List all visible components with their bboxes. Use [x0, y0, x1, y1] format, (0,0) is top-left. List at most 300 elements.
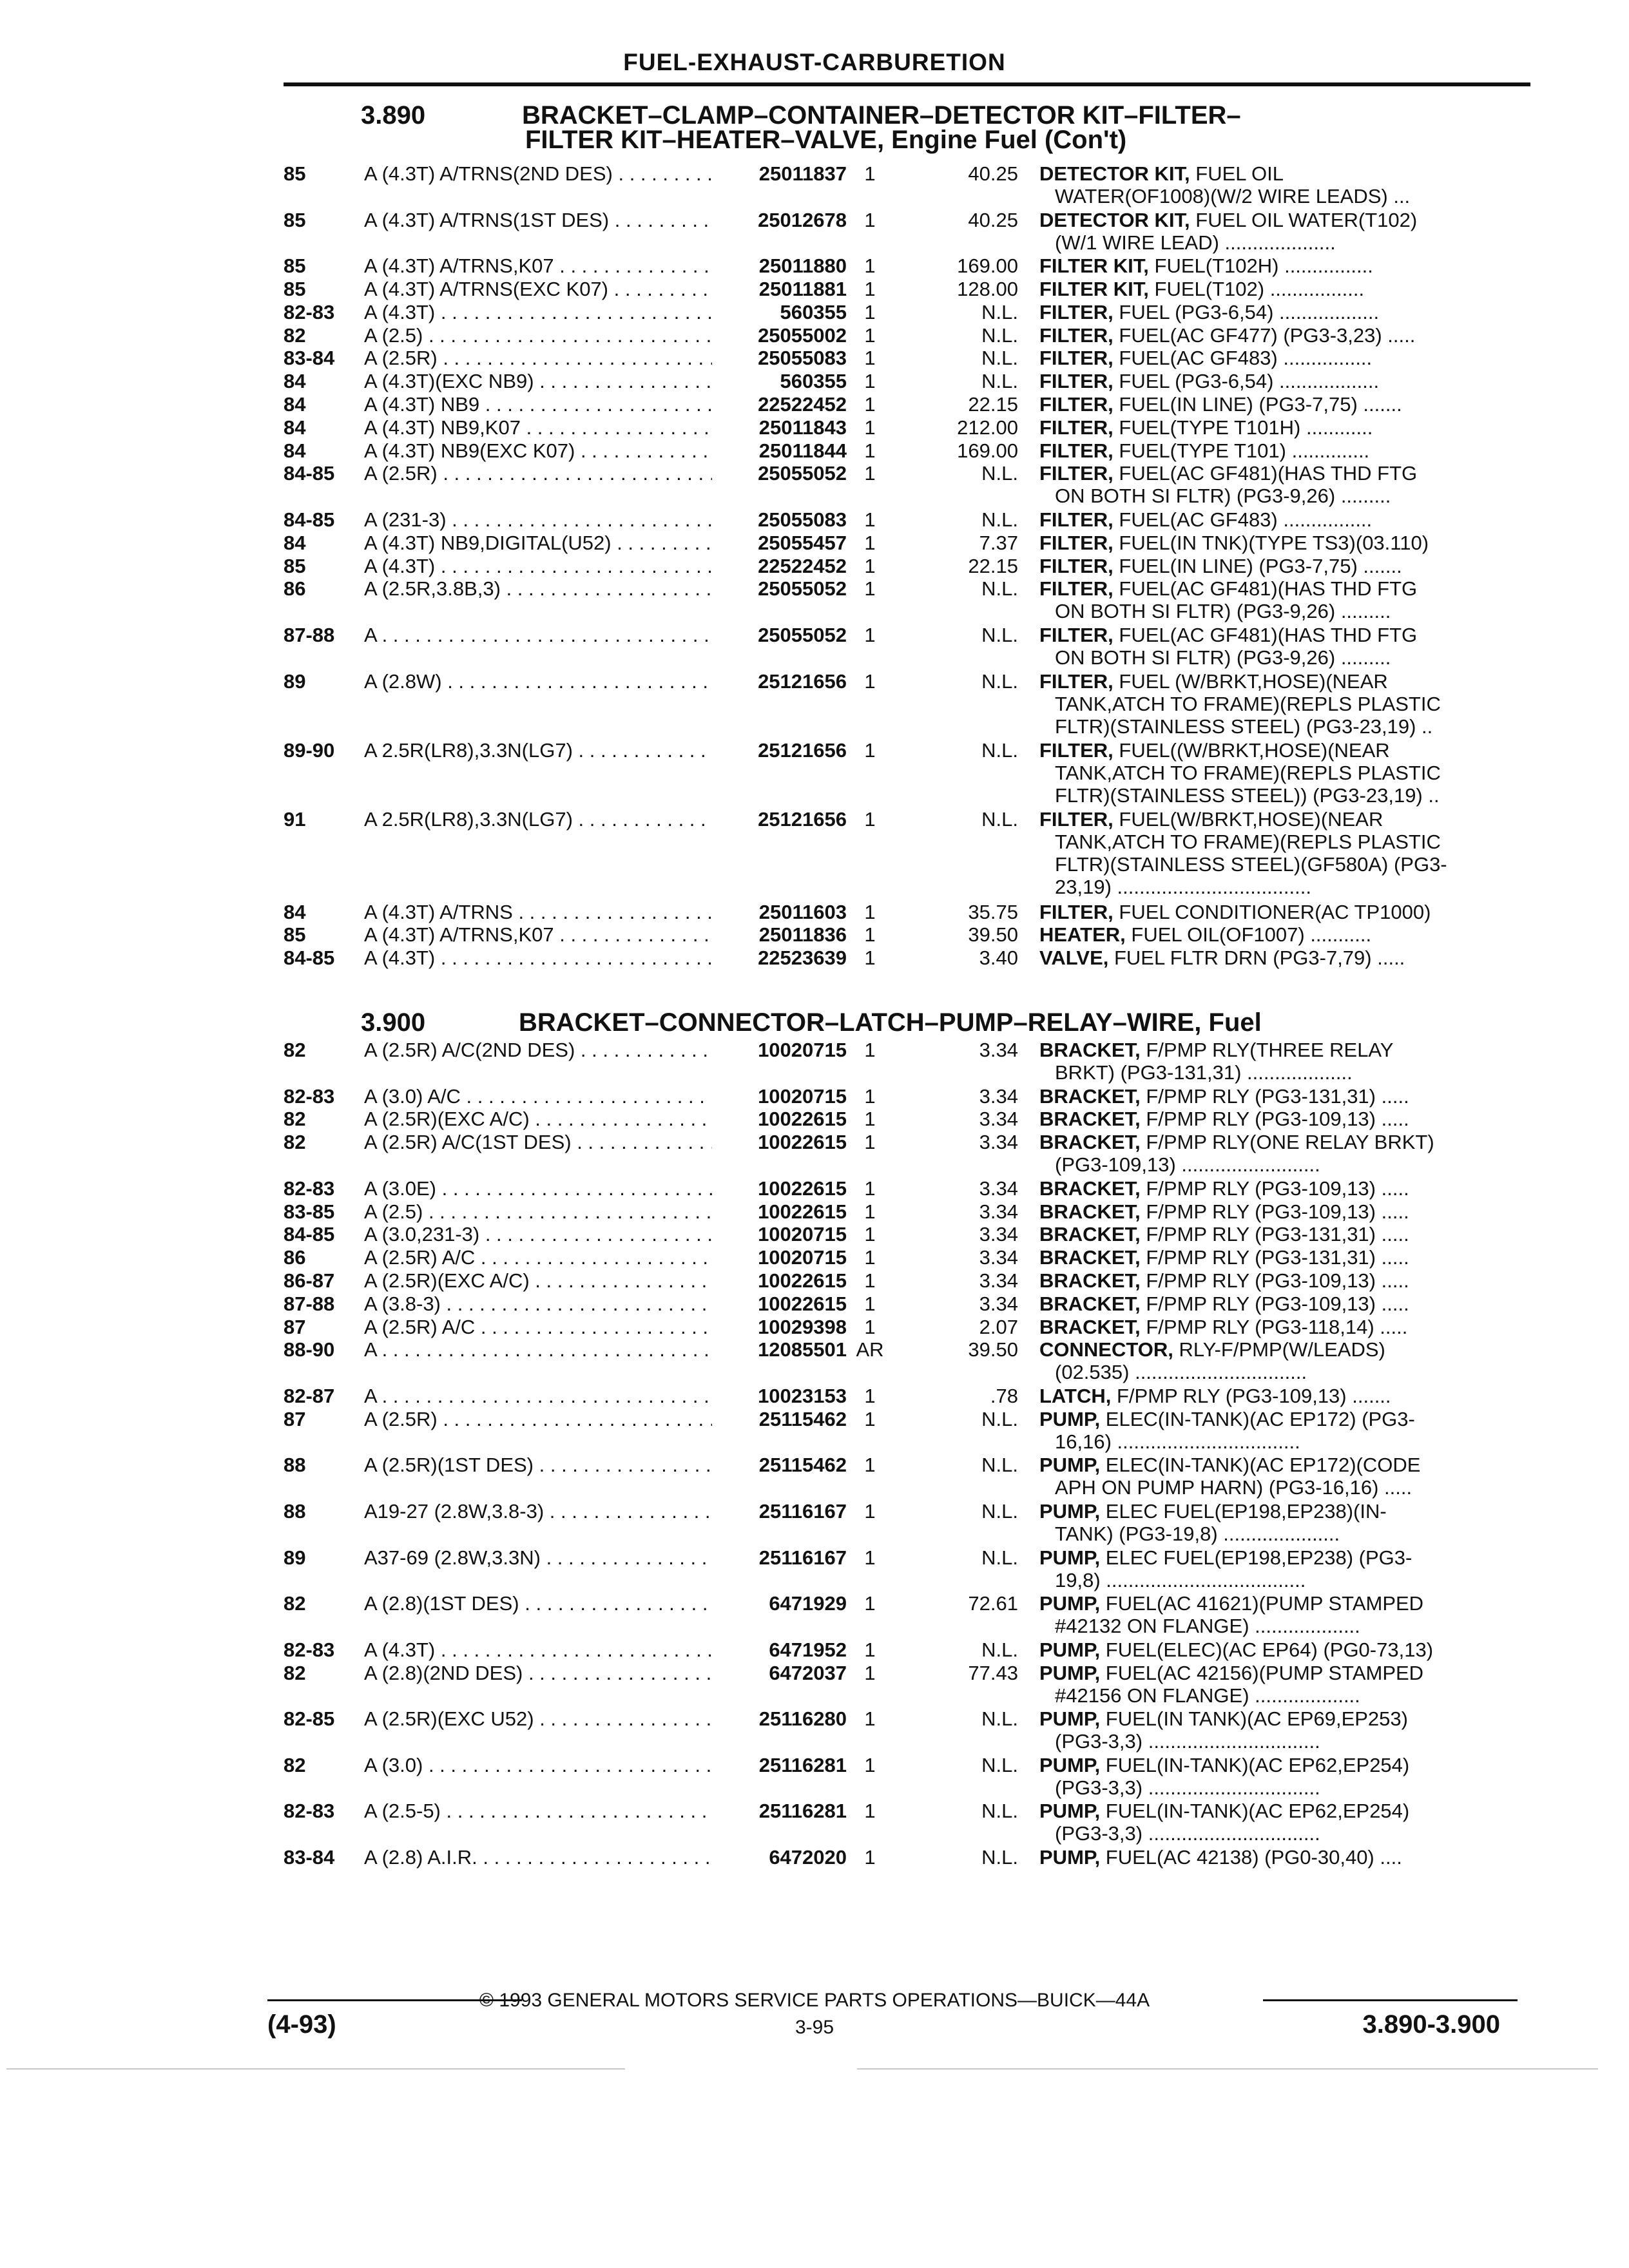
- quantity: 1: [864, 1546, 876, 1569]
- part-detail: FUEL(T102) .................: [1148, 278, 1365, 300]
- model-year: 84-85: [284, 947, 335, 970]
- description-continuation: #42156 ON FLANGE) ...................: [1055, 1684, 1360, 1707]
- description-line: [1039, 255, 1513, 277]
- price: 3.34: [979, 1131, 1018, 1154]
- part-number: 25011880: [714, 255, 847, 277]
- application: A (3.0) A/C . . .: [364, 1085, 712, 1108]
- part-name: PUMP,: [1039, 1454, 1101, 1477]
- part-number: 25011603: [714, 901, 847, 923]
- description: [1039, 1707, 1513, 1753]
- description-continuation: FLTR)(STAINLESS STEEL) (PG3-23,19) ..: [1055, 715, 1433, 738]
- part-name: BRACKET,: [1039, 1315, 1141, 1338]
- description-line: [1039, 739, 1513, 762]
- price: N.L.: [981, 624, 1018, 646]
- model-year: 89-90: [284, 739, 335, 762]
- part-detail: FUEL(IN TANK)(AC EP69,EP253): [1100, 1707, 1408, 1731]
- part-name: PUMP,: [1039, 1661, 1101, 1684]
- part-detail: FUEL OIL(OF1007) ...........: [1125, 923, 1372, 947]
- part-detail: FUEL(AC GF481)(HAS THD FTG: [1113, 577, 1418, 601]
- price: 3.40: [979, 947, 1018, 970]
- price: 3.34: [979, 1223, 1018, 1246]
- description: [1039, 1085, 1513, 1108]
- part-number: 25115462: [714, 1454, 847, 1476]
- part-number: 10029398: [714, 1316, 847, 1338]
- application: A (3.0,231-3) . . .: [364, 1223, 712, 1245]
- quantity: 1: [864, 1223, 876, 1246]
- description-continuation: ON BOTH SI FLTR) (PG3-9,26) .........: [1055, 646, 1391, 669]
- part-number: 10022615: [714, 1269, 847, 1292]
- model-year: 87: [284, 1315, 306, 1338]
- part-name: FILTER,: [1039, 624, 1113, 646]
- quantity: 1: [864, 669, 876, 693]
- price: 40.25: [968, 208, 1018, 231]
- model-year: 82-83: [284, 300, 335, 323]
- description-line: [1039, 462, 1513, 485]
- part-name: FILTER,: [1039, 669, 1113, 693]
- price: 35.75: [968, 900, 1018, 923]
- quantity: 1: [864, 1592, 876, 1615]
- quantity: 1: [864, 1200, 876, 1223]
- part-name: FILTER,: [1039, 347, 1113, 370]
- model-year: 84: [284, 531, 306, 554]
- part-number: 25055083: [714, 508, 847, 531]
- part-name: BRACKET,: [1039, 1131, 1141, 1154]
- model-year: 84: [284, 439, 306, 462]
- application: A (3.8-3) . . .: [364, 1293, 712, 1315]
- part-name: BRACKET,: [1039, 1108, 1141, 1131]
- part-name: PUMP,: [1039, 1546, 1101, 1569]
- model-year: 85: [284, 554, 306, 577]
- application: A (2.5R,3.8B,3) . . .: [364, 577, 712, 600]
- footer-copyright: © 1993 GENERAL MOTORS SERVICE PARTS OPERATIONS—BUICK—44A: [479, 1990, 1150, 2011]
- application: A (4.3T) A/TRNS,K07 . . .: [364, 255, 712, 277]
- application: A (2.5R) A/C(2ND DES) . . .: [364, 1039, 712, 1061]
- price: N.L.: [981, 323, 1018, 347]
- price: N.L.: [981, 669, 1018, 693]
- part-number: 25115462: [714, 1408, 847, 1430]
- quantity: 1: [864, 278, 876, 300]
- price: 39.50: [968, 923, 1018, 947]
- price: 3.34: [979, 1200, 1018, 1223]
- quantity: 1: [864, 162, 876, 185]
- part-name: FILTER,: [1039, 416, 1113, 439]
- quantity: 1: [864, 1753, 876, 1776]
- description-continuation: BRKT) (PG3-131,31) ...................: [1055, 1061, 1353, 1084]
- quantity: 1: [864, 1500, 876, 1523]
- description-line: [1039, 1592, 1513, 1615]
- part-name: BRACKET,: [1039, 1039, 1141, 1061]
- model-year: 82: [284, 1661, 306, 1684]
- quantity: 1: [864, 508, 876, 531]
- model-year: 91: [284, 808, 306, 831]
- description-line: [1039, 278, 1513, 300]
- part-name: FILTER,: [1039, 531, 1113, 554]
- application: A (2.5R) . . .: [364, 462, 712, 485]
- application: A (2.5R) . . .: [364, 1408, 712, 1430]
- description-continuation: APH ON PUMP HARN) (PG3-16,16) .....: [1055, 1476, 1412, 1499]
- description-line: [1039, 1293, 1513, 1315]
- part-detail: F/PMP RLY (PG3-109,13) .....: [1140, 1200, 1409, 1223]
- description-line: [1039, 901, 1513, 923]
- price: N.L.: [981, 1753, 1018, 1776]
- application: A (2.8)(1ST DES) . . .: [364, 1592, 712, 1615]
- part-name: FILTER,: [1039, 577, 1113, 601]
- description: [1039, 439, 1513, 462]
- description: [1039, 947, 1513, 969]
- description: [1039, 162, 1513, 207]
- price: N.L.: [981, 808, 1018, 831]
- quantity: 1: [864, 1269, 876, 1292]
- scan-artifact: [6, 2068, 625, 2070]
- price: 72.61: [968, 1592, 1018, 1615]
- description-line: [1039, 301, 1513, 323]
- part-detail: F/PMP RLY (PG3-131,31) .....: [1140, 1223, 1409, 1246]
- part-number: 12085501: [714, 1338, 847, 1361]
- part-detail: F/PMP RLY (PG3-131,31) .....: [1140, 1084, 1409, 1108]
- price: 39.50: [968, 1338, 1018, 1361]
- quantity: 1: [864, 1846, 876, 1869]
- part-detail: FUEL(AC GF477) (PG3-3,23) .....: [1113, 323, 1416, 347]
- part-detail: FUEL(IN LINE) (PG3-7,75) .......: [1113, 393, 1402, 416]
- quantity: 1: [864, 808, 876, 831]
- description-line: [1039, 1408, 1513, 1430]
- description-continuation: TANK,ATCH TO FRAME)(REPLS PLASTIC: [1055, 762, 1441, 784]
- application: A (2.5) . . .: [364, 1200, 712, 1223]
- description-line: [1039, 577, 1513, 600]
- description-line: [1039, 1177, 1513, 1200]
- description: [1039, 1454, 1513, 1499]
- description-line: [1039, 370, 1513, 392]
- description: [1039, 555, 1513, 577]
- part-number: 22522452: [714, 555, 847, 577]
- model-year: 82: [284, 1753, 306, 1776]
- part-number: 6472020: [714, 1846, 847, 1869]
- part-name: PUMP,: [1039, 1800, 1101, 1823]
- model-year: 83-84: [284, 347, 335, 370]
- price: N.L.: [981, 508, 1018, 531]
- description: [1039, 1200, 1513, 1223]
- part-name: PUMP,: [1039, 1592, 1101, 1615]
- description: [1039, 1039, 1513, 1084]
- model-year: 89: [284, 669, 306, 693]
- price: 22.15: [968, 393, 1018, 416]
- description: [1039, 1408, 1513, 1453]
- description: [1039, 1131, 1513, 1176]
- model-year: 85: [284, 278, 306, 300]
- price: N.L.: [981, 1638, 1018, 1661]
- description-line: [1039, 508, 1513, 531]
- quantity: 1: [864, 323, 876, 347]
- quantity: 1: [864, 1385, 876, 1407]
- application: A (2.5) . . .: [364, 324, 712, 347]
- page-title: FUEL-EXHAUST-CARBURETION: [623, 49, 1006, 75]
- description-continuation: 16,16) .................................: [1055, 1430, 1300, 1453]
- model-year: 87: [284, 1407, 306, 1430]
- description-continuation: (PG3-109,13) .........................: [1055, 1153, 1320, 1177]
- part-number: 10020715: [714, 1085, 847, 1108]
- application: A (2.5R)(EXC A/C) . . .: [364, 1269, 712, 1292]
- application: A (2.5R) A/C . . .: [364, 1316, 712, 1338]
- part-number: 10022615: [714, 1293, 847, 1315]
- price: N.L.: [981, 739, 1018, 762]
- quantity: 1: [864, 416, 876, 439]
- scan-artifact: [857, 2068, 1598, 2070]
- quantity: 1: [864, 370, 876, 393]
- part-number: 6471929: [714, 1592, 847, 1615]
- description-continuation: (PG3-3,3) ...............................: [1055, 1776, 1320, 1799]
- part-number: 10022615: [714, 1131, 847, 1153]
- model-year: 82: [284, 323, 306, 347]
- part-number: 25116167: [714, 1500, 847, 1523]
- price: 22.15: [968, 554, 1018, 577]
- part-number: 25011844: [714, 439, 847, 462]
- part-number: 560355: [714, 370, 847, 392]
- part-name: LATCH,: [1039, 1385, 1112, 1407]
- part-detail: FUEL(IN-TANK)(AC EP62,EP254): [1100, 1800, 1410, 1823]
- description-line: [1039, 1200, 1513, 1223]
- part-number: 6472037: [714, 1662, 847, 1684]
- part-detail: FUEL(IN LINE) (PG3-7,75) .......: [1113, 554, 1402, 577]
- application: A (4.3T) A/TRNS,K07 . . .: [364, 923, 712, 946]
- description-line: [1039, 209, 1513, 231]
- description: [1039, 1500, 1513, 1545]
- part-name: PUMP,: [1039, 1753, 1101, 1776]
- price: 2.07: [979, 1315, 1018, 1338]
- description-line: [1039, 1085, 1513, 1108]
- application: A . . .: [364, 1338, 712, 1361]
- description-line: [1039, 162, 1513, 185]
- description: [1039, 324, 1513, 347]
- description-line: [1039, 1269, 1513, 1292]
- part-name: FILTER,: [1039, 300, 1113, 323]
- part-detail: FUEL OIL WATER(T102): [1190, 208, 1418, 231]
- title-rule: [284, 82, 1530, 86]
- application: A 2.5R(LR8),3.3N(LG7) . . .: [364, 739, 712, 762]
- description-line: [1039, 1800, 1513, 1822]
- description: [1039, 1385, 1513, 1407]
- description-continuation: (PG3-3,3) ...............................: [1055, 1730, 1320, 1753]
- part-detail: RLY-F/PMP(W/LEADS): [1173, 1338, 1385, 1361]
- description-line: [1039, 1846, 1513, 1869]
- part-detail: F/PMP RLY (PG3-131,31) .....: [1140, 1246, 1409, 1269]
- part-number: 25011881: [714, 278, 847, 300]
- section-number: 3.900: [361, 1008, 426, 1037]
- model-year: 86: [284, 577, 306, 601]
- description-line: [1039, 1246, 1513, 1269]
- part-name: PUMP,: [1039, 1846, 1101, 1869]
- price: 212.00: [957, 416, 1018, 439]
- description-line: [1039, 947, 1513, 969]
- model-year: 84-85: [284, 462, 335, 485]
- price: N.L.: [981, 1707, 1018, 1731]
- description: [1039, 1754, 1513, 1799]
- part-detail: F/PMP RLY (PG3-118,14) .....: [1140, 1315, 1408, 1338]
- part-number: 10020715: [714, 1039, 847, 1061]
- quantity: 1: [864, 439, 876, 462]
- part-detail: FUEL((W/BRKT,HOSE)(NEAR: [1113, 739, 1390, 762]
- part-name: PUMP,: [1039, 1707, 1101, 1731]
- description-continuation: TANK) (PG3-19,8) .....................: [1055, 1523, 1340, 1545]
- application: A . . .: [364, 1385, 712, 1407]
- application: A (3.0E) . . .: [364, 1177, 712, 1200]
- description-continuation: FLTR)(STAINLESS STEEL)) (PG3-23,19) ..: [1055, 784, 1440, 807]
- description-continuation: (W/1 WIRE LEAD) ....................: [1055, 231, 1336, 254]
- price: 77.43: [968, 1661, 1018, 1684]
- price: 3.34: [979, 1177, 1018, 1200]
- part-name: FILTER,: [1039, 900, 1113, 923]
- model-year: 82-85: [284, 1707, 335, 1731]
- description: [1039, 1108, 1513, 1130]
- part-number: 25012678: [714, 209, 847, 231]
- description-line: [1039, 1131, 1513, 1153]
- description-line: [1039, 324, 1513, 347]
- part-detail: FUEL(TYPE T101H) ............: [1113, 416, 1373, 439]
- part-name: DETECTOR KIT,: [1039, 162, 1190, 185]
- quantity: 1: [864, 1246, 876, 1269]
- description-line: [1039, 1316, 1513, 1338]
- quantity: 1: [864, 1108, 876, 1131]
- model-year: 82-87: [284, 1385, 335, 1407]
- application: A (2.5R) . . .: [364, 347, 712, 369]
- quantity: 1: [864, 923, 876, 947]
- model-year: 82-83: [284, 1638, 335, 1661]
- application: A (2.8)(2ND DES) . . .: [364, 1662, 712, 1684]
- quantity: 1: [864, 462, 876, 485]
- part-number: 10020715: [714, 1223, 847, 1245]
- quantity: 1: [864, 1454, 876, 1477]
- price: 3.34: [979, 1084, 1018, 1108]
- price: 169.00: [957, 439, 1018, 462]
- description-line: [1039, 808, 1513, 831]
- price: 7.37: [979, 531, 1018, 554]
- section-number: 3.890: [361, 101, 426, 130]
- quantity: 1: [864, 1407, 876, 1430]
- model-year: 84: [284, 900, 306, 923]
- part-detail: FUEL(IN-TANK)(AC EP62,EP254): [1100, 1753, 1410, 1776]
- quantity: 1: [864, 1315, 876, 1338]
- part-name: FILTER,: [1039, 508, 1113, 531]
- part-detail: FUEL(AC 42138) (PG0-30,40) ....: [1100, 1846, 1402, 1869]
- price: 3.34: [979, 1246, 1018, 1269]
- application: A (2.8W) . . .: [364, 670, 712, 693]
- part-detail: F/PMP RLY(ONE RELAY BRKT): [1140, 1131, 1434, 1154]
- part-name: FILTER,: [1039, 393, 1113, 416]
- part-number: 25116280: [714, 1707, 847, 1730]
- description-continuation: #42132 ON FLANGE) ...................: [1055, 1615, 1360, 1638]
- description: [1039, 209, 1513, 254]
- quantity: 1: [864, 393, 876, 416]
- model-year: 84-85: [284, 508, 335, 531]
- model-year: 82: [284, 1131, 306, 1154]
- application: A (4.3T) NB9 . . .: [364, 393, 712, 416]
- part-detail: ELEC(IN-TANK)(AC EP172)(CODE: [1100, 1454, 1421, 1477]
- price: 3.34: [979, 1269, 1018, 1292]
- description: [1039, 1293, 1513, 1315]
- part-detail: FUEL (PG3-6,54) ..................: [1113, 370, 1380, 393]
- part-number: 10022615: [714, 1108, 847, 1130]
- model-year: 82-83: [284, 1084, 335, 1108]
- description-continuation: WATER(OF1008)(W/2 WIRE LEADS) ...: [1055, 185, 1411, 207]
- price: 3.34: [979, 1039, 1018, 1061]
- quantity: 1: [864, 947, 876, 970]
- section-title: BRACKET–CONNECTOR–LATCH–PUMP–RELAY–WIRE, Fuel: [519, 1008, 1262, 1037]
- part-detail: FUEL(IN TNK)(TYPE TS3)(03.110): [1113, 531, 1429, 554]
- description-continuation: ON BOTH SI FLTR) (PG3-9,26) .........: [1055, 485, 1391, 508]
- price: N.L.: [981, 1407, 1018, 1430]
- application: A (4.3T) . . .: [364, 555, 712, 577]
- quantity: 1: [864, 347, 876, 370]
- part-detail: FUEL(T102H) ................: [1148, 255, 1373, 278]
- model-year: 88: [284, 1454, 306, 1477]
- part-name: BRACKET,: [1039, 1177, 1141, 1200]
- application: A (4.3T) A/TRNS(1ST DES) . . .: [364, 209, 712, 231]
- part-number: 25121656: [714, 739, 847, 762]
- application: A (4.3T)(EXC NB9) . . .: [364, 370, 712, 392]
- quantity: 1: [864, 1638, 876, 1661]
- description-line: [1039, 1108, 1513, 1130]
- model-year: 82-83: [284, 1177, 335, 1200]
- price: 128.00: [957, 278, 1018, 300]
- part-detail: FUEL OIL: [1190, 162, 1284, 185]
- part-number: 25055002: [714, 324, 847, 347]
- part-name: FILTER,: [1039, 739, 1113, 762]
- part-detail: F/PMP RLY(THREE RELAY: [1140, 1039, 1394, 1061]
- description: [1039, 1246, 1513, 1269]
- description: [1039, 462, 1513, 507]
- application: A (2.5R)(EXC U52) . . .: [364, 1707, 712, 1730]
- part-number: 25011837: [714, 162, 847, 185]
- part-number: 6471952: [714, 1639, 847, 1661]
- description-line: [1039, 1707, 1513, 1730]
- quantity: 1: [864, 1800, 876, 1823]
- application: A (4.3T) NB9(EXC K07) . . .: [364, 439, 712, 462]
- description: [1039, 739, 1513, 807]
- description-line: [1039, 439, 1513, 462]
- price: N.L.: [981, 1454, 1018, 1477]
- footer-section-range: 3.890-3.900: [1362, 2010, 1500, 2039]
- model-year: 85: [284, 923, 306, 947]
- description: [1039, 1269, 1513, 1292]
- part-detail: FUEL(AC 41621)(PUMP STAMPED: [1100, 1592, 1424, 1615]
- quantity: AR: [856, 1338, 884, 1361]
- part-detail: FUEL(AC 42156)(PUMP STAMPED: [1100, 1661, 1424, 1684]
- part-detail: FUEL (PG3-6,54) ..................: [1113, 300, 1380, 323]
- description: [1039, 1316, 1513, 1338]
- part-number: 10020715: [714, 1246, 847, 1269]
- description: [1039, 255, 1513, 277]
- description-line: [1039, 1338, 1513, 1361]
- description: [1039, 901, 1513, 923]
- description: [1039, 1639, 1513, 1661]
- description-continuation: 23,19) ...................................: [1055, 876, 1311, 899]
- description: [1039, 670, 1513, 738]
- application: A37-69 (2.8W,3.3N) . . .: [364, 1546, 712, 1569]
- quantity: 1: [864, 255, 876, 278]
- part-number: 25116167: [714, 1546, 847, 1569]
- description: [1039, 532, 1513, 554]
- price: N.L.: [981, 577, 1018, 601]
- part-number: 22523639: [714, 947, 847, 969]
- description-line: [1039, 1039, 1513, 1061]
- description-line: [1039, 1662, 1513, 1684]
- part-name: BRACKET,: [1039, 1292, 1141, 1315]
- price: N.L.: [981, 1546, 1018, 1569]
- description-line: [1039, 1385, 1513, 1407]
- part-name: BRACKET,: [1039, 1246, 1141, 1269]
- part-name: PUMP,: [1039, 1500, 1101, 1523]
- part-number: 25116281: [714, 1800, 847, 1822]
- description: [1039, 1177, 1513, 1200]
